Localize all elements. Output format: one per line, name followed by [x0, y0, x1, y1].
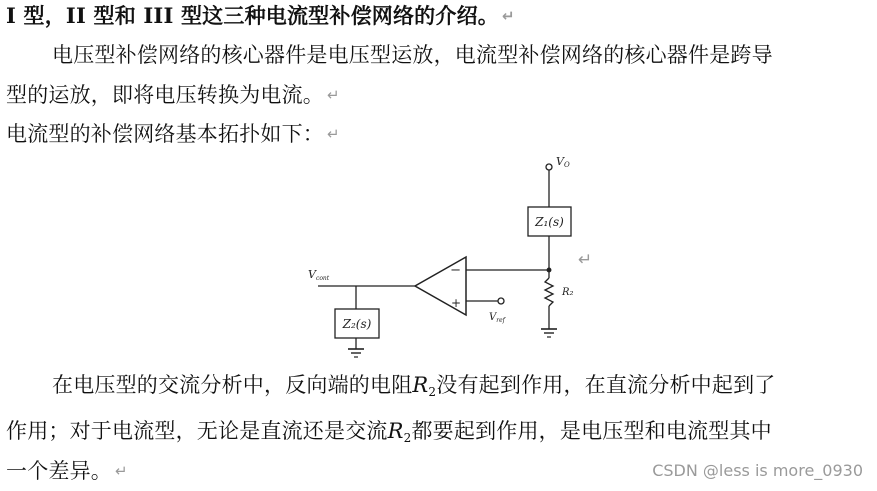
heading-text: I 型，II 型和 III 型这三种电流型补偿网络的介绍。	[6, 3, 499, 28]
paragraph-3-text-2b: 都要起到作用，是电压型和电流型其中	[411, 419, 772, 443]
paragraph-2-text: 电流型的补偿网络基本拓扑如下：	[6, 122, 324, 146]
csdn-watermark: CSDN @less is more_0930	[652, 461, 863, 480]
paragraph-3-line-1	[52, 372, 775, 405]
heading	[6, 3, 515, 29]
r2-symbol: $R_2$	[412, 373, 437, 399]
vo-label: VO	[556, 155, 570, 169]
return-mark-icon: ↵	[501, 7, 515, 25]
r2-label: R₂	[562, 287, 574, 298]
paragraph-1-line-2	[6, 82, 340, 108]
paragraph-3-line-2	[6, 418, 772, 451]
vcont-label: Vcont	[308, 268, 330, 282]
vref-terminal	[498, 298, 504, 304]
paragraph-2	[6, 121, 340, 147]
return-mark-icon: ↵	[115, 462, 128, 480]
paragraph-3-text-3: 一个差异。	[6, 459, 112, 483]
paragraph-1-text-1: 电压型补偿网络的核心器件是电压型运放，电流型补偿网络的核心器件是跨导	[52, 43, 773, 67]
return-mark-icon: ↵	[578, 250, 593, 270]
return-mark-icon: ↵	[327, 86, 340, 104]
paragraph-3-text-1a: 在电压型的交流分析中，反向端的电阻	[52, 373, 413, 397]
paragraph-1-text-2: 型的运放，即将电压转换为电流。	[6, 83, 324, 107]
paragraph-3-line-3	[6, 458, 128, 484]
paragraph-1-line-1	[52, 42, 773, 68]
vref-label: $V_{ref}$	[489, 312, 505, 324]
r2-symbol: $R_2$	[387, 419, 412, 445]
inverting-input-sign: −	[450, 263, 461, 278]
r2-resistor	[545, 278, 553, 306]
paragraph-3-text-1b: 没有起到作用，在直流分析中起到了	[436, 373, 776, 397]
z2-label: Z₂(s)	[342, 317, 372, 331]
paragraph-3-text-2a: 作用；对于电流型，无论是直流还是交流	[6, 419, 388, 443]
return-mark-icon: ↵	[327, 125, 340, 143]
vo-terminal	[546, 164, 552, 170]
noninverting-input-sign: +	[450, 296, 461, 310]
z1-label: Z₁(s)	[535, 215, 564, 229]
compensation-network-diagram	[300, 150, 593, 365]
